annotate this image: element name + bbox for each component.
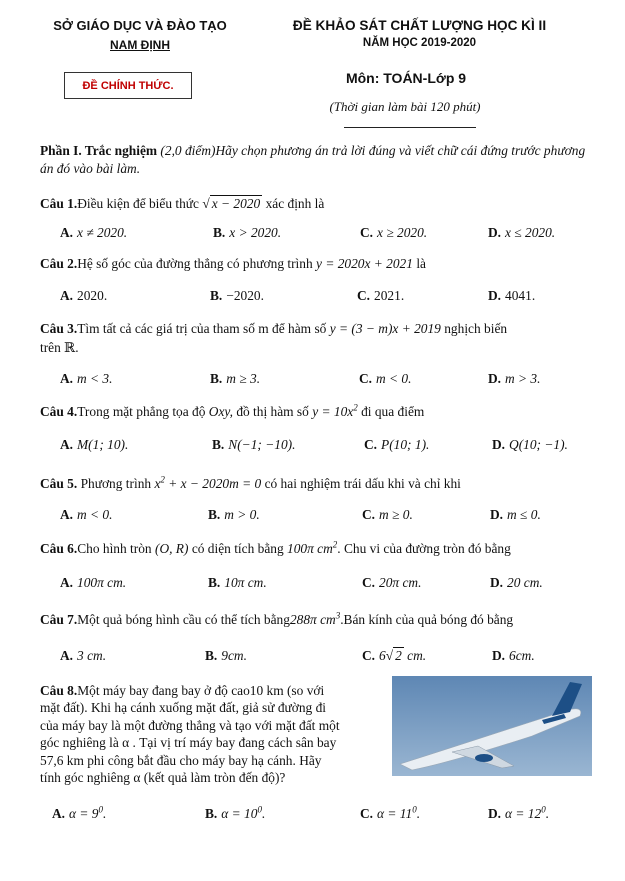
question-text: góc nghiêng là α . Tại vị trí máy bay đang cách sân bay [40, 735, 337, 751]
question-1 [40, 196, 324, 212]
sqrt-expression: √ x − 2020 [202, 196, 261, 211]
question-3 [40, 321, 507, 337]
airplane-photo [392, 676, 592, 776]
option-d[interactable]: D. m > 3. [488, 371, 541, 386]
department-name: SỞ GIÁO DỤC VÀ ĐÀO TẠO [53, 18, 227, 33]
question-text: Trong mặt phẳng tọa độ [77, 404, 206, 419]
option-b[interactable]: B. m ≥ 3. [210, 371, 261, 386]
exam-header [262, 18, 577, 49]
option-a[interactable]: A. 2020. [60, 288, 108, 303]
question-text: đi qua điểm [361, 404, 425, 419]
subject-title: Môn: TOÁN-Lớp 9 [345, 70, 467, 86]
volume-value: 288π $cm^3$ [289, 610, 341, 627]
question-8 [40, 682, 340, 786]
question-6 [40, 541, 511, 557]
part1-points: (2,0 điểm) [160, 143, 216, 158]
question-text: 57,6 km phi công bắt đầu cho máy bay hạ cánh. Hãy [40, 752, 322, 768]
option-d[interactable]: D. m ≤ 0. [490, 507, 541, 522]
option-a[interactable]: A. m < 0. [60, 507, 113, 522]
option-a[interactable]: A. 100π cm. [60, 575, 127, 590]
coordinate-system: Oxy, [208, 404, 233, 419]
question-5 [40, 476, 461, 492]
circle-notation: (O, R) [154, 541, 189, 556]
question-text: . Chu vi của đường tròn đó bằng [337, 541, 511, 556]
part1-heading [40, 142, 588, 177]
option-d[interactable]: D. 6cm. [492, 648, 535, 663]
question-text: .Bán kính của quả bóng đó bằng [340, 612, 514, 627]
question-text: có hai nghiệm trái dấu khi và chỉ khi [264, 476, 461, 491]
question-4 [40, 404, 424, 420]
question-text: Một quả bóng hình cầu có thể tích bằng [77, 612, 290, 627]
question-label: Câu 4. [40, 404, 78, 419]
school-year: NĂM HỌC 2019-2020 [362, 37, 477, 49]
option-b[interactable]: B. 9cm. [205, 648, 247, 663]
question-text: nghịch biến [444, 321, 508, 336]
equation: $y = 10x^2$ [312, 402, 358, 419]
question-label: Câu 3. [40, 321, 78, 336]
question-label: Câu 7. [40, 612, 78, 627]
part1-instruction: Hãy chọn phương án trả lời đúng và viết chữ cái đứng trước phương án đó vào bài làm. [40, 143, 586, 176]
question-label: Câu 2. [40, 256, 78, 271]
part1-title: Phần I. Trắc nghiệm [40, 143, 158, 158]
option-d[interactable]: D. $\alpha = 12^0$. [488, 804, 550, 821]
radicand: x − 2020 [211, 196, 261, 211]
option-d[interactable]: D. 4041. [488, 288, 536, 303]
option-a[interactable]: A. M(1; 10). [60, 437, 129, 452]
engine [475, 754, 493, 762]
option-c[interactable]: C. 6√ 2 cm. [362, 648, 427, 663]
equation: y = (3 − m)x + 2019 [329, 321, 441, 336]
question-text: Một máy bay đang bay ở độ cao10 km (so với [77, 683, 325, 698]
question-text: đồ thị hàm số [236, 404, 309, 419]
option-c[interactable]: C. m < 0. [359, 371, 412, 386]
option-b[interactable]: B. 10π cm. [208, 575, 267, 590]
question-text: mặt đất). Khi hạ cánh xuống mặt đất, giả sử đường đi [40, 700, 327, 716]
question-label: Câu 8. [40, 683, 78, 698]
option-a[interactable]: A. m < 3. [60, 371, 113, 386]
equation: $x^2 + x - 2020m = 0$ [154, 474, 262, 491]
question-label: Câu 5. [40, 476, 78, 491]
exam-title: ĐỀ KHẢO SÁT CHẤT LƯỢNG HỌC KÌ II [292, 18, 547, 33]
department-header [40, 18, 240, 52]
question-text: của máy bay là một đường thẳng và tạo với mặt đất một [40, 717, 340, 733]
exam-duration: (Thời gian làm bài 120 phút) [329, 99, 481, 114]
question-text: Phương trình [80, 476, 152, 491]
question-text: có diện tích bằng [191, 541, 284, 556]
question-label: Câu 1. [40, 196, 78, 211]
option-c[interactable]: C. 2021. [357, 288, 405, 303]
question-text: Hệ số góc của đường thẳng có phương trình [77, 256, 313, 271]
province-name: NAM ĐỊNH [110, 38, 170, 52]
option-a[interactable]: A. 3 cm. [60, 648, 107, 663]
question-text: là [416, 256, 426, 271]
equation: y = 2020x + 2021 [316, 256, 413, 271]
question-text: Cho hình tròn [77, 541, 152, 556]
question-text: Tìm tất cả các giá trị của tham số m để hàm số [77, 321, 327, 336]
option-b[interactable]: B. −2020. [210, 288, 264, 303]
question-3-line2: trên ℝ. [40, 340, 79, 355]
option-c[interactable]: C. m ≥ 0. [362, 507, 413, 522]
option-d[interactable]: D. x ≤ 2020. [488, 225, 556, 240]
option-a[interactable]: A. $\alpha = 9^0$. [52, 804, 107, 821]
question-label: Câu 6. [40, 541, 78, 556]
option-c[interactable]: C. x ≥ 2020. [360, 225, 428, 240]
option-d[interactable]: D. 20 cm. [490, 575, 543, 590]
option-c[interactable]: C. 20π cm. [362, 575, 422, 590]
option-b[interactable]: B. x > 2020. [213, 225, 282, 240]
question-text: xác định là [265, 196, 325, 211]
question-2 [40, 256, 426, 272]
option-b[interactable]: B. N(−1; −10). [212, 437, 296, 452]
question-text: Điều kiện để biểu thức [77, 196, 200, 211]
option-d[interactable]: D. Q(10; −1). [492, 437, 568, 452]
area-value: 100π $cm^2$ [287, 539, 338, 556]
option-c[interactable]: C. $\alpha = 11^0$. [360, 804, 421, 821]
option-b[interactable]: B. $\alpha = 10^0$. [205, 804, 266, 821]
question-text: tính góc nghiêng α (kết quả làm tròn đến độ)? [40, 770, 286, 786]
question-7 [40, 612, 513, 628]
official-exam-badge: ĐỀ CHÍNH THỨC. [64, 72, 192, 99]
header-divider [344, 127, 476, 128]
option-b[interactable]: B. m > 0. [208, 507, 260, 522]
option-a[interactable]: A. x ≠ 2020. [60, 225, 128, 240]
option-c[interactable]: C. P(10; 1). [364, 437, 430, 452]
